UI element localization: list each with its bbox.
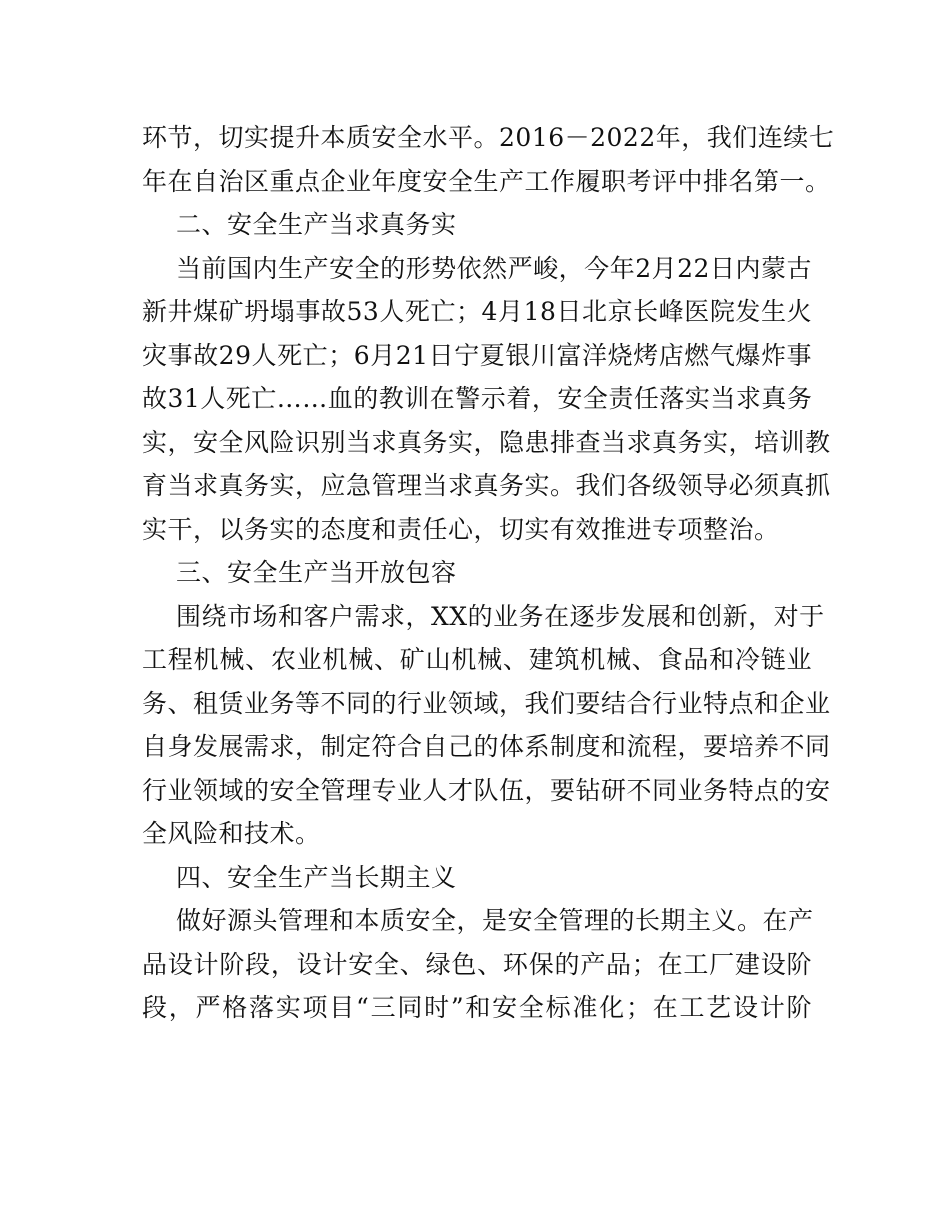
text-line: 品设计阶段，设计安全、绿色、环保的产品；在工厂建设阶 [142,949,812,979]
text-line: 行业领域的安全管理专业人才队伍，要钻研不同业务特点的安 [142,775,831,805]
section-heading: 三、安全生产当开放包容 [176,558,457,587]
paragraph-first-line: 围绕市场和客户需求，XX的业务在逐步发展和创新，对于 [176,601,825,631]
text-line: 实，安全风险识别当求真务实，隐患排查当求真务实，培训教 [142,427,831,457]
text-line: 故31人死亡……血的教训在警示着，安全责任落实当求真务 [142,384,813,413]
document-page [142,116,835,1030]
text-line: 实干，以务实的态度和责任心，切实有效推进专项整治。 [142,514,780,544]
section-heading: 四、安全生产当长期主义 [176,862,457,892]
text-line: 自身发展需求，制定符合自己的体系制度和流程，要培养不同 [142,732,831,761]
text-line: 全风险和技术。 [142,819,321,848]
text-line: 环节，切实提升本质安全水平。2016－2022年，我们连续七 [142,123,835,152]
section-heading: 二、安全生产当求真务实 [176,210,457,239]
text-line: 务、租赁业务等不同的行业领域，我们要结合行业特点和企业 [142,688,831,718]
text-line: 段，严格落实项目“三同时”和安全标准化；在工艺设计阶 [142,993,812,1022]
text-line: 灾事故29人死亡；6月21日宁夏银川富洋烧烤店燃气爆炸事 [142,340,812,370]
text-line: 育当求真务实，应急管理当求真务实。我们各级领导必须真抓 [142,471,831,500]
text-line: 新井煤矿坍塌事故53人死亡；4月18日北京长峰医院发生火 [142,297,812,326]
paragraph-first-line: 做好源头管理和本质安全，是安全管理的长期主义。在产 [176,906,814,935]
paragraph-first-line: 当前国内生产安全的形势依然严峻，今年2月22日内蒙古 [176,253,812,283]
text-line: 年在自治区重点企业年度安全生产工作履职考评中排名第一。 [142,166,831,196]
text-line: 工程机械、农业机械、矿山机械、建筑机械、食品和冷链业 [142,645,812,674]
